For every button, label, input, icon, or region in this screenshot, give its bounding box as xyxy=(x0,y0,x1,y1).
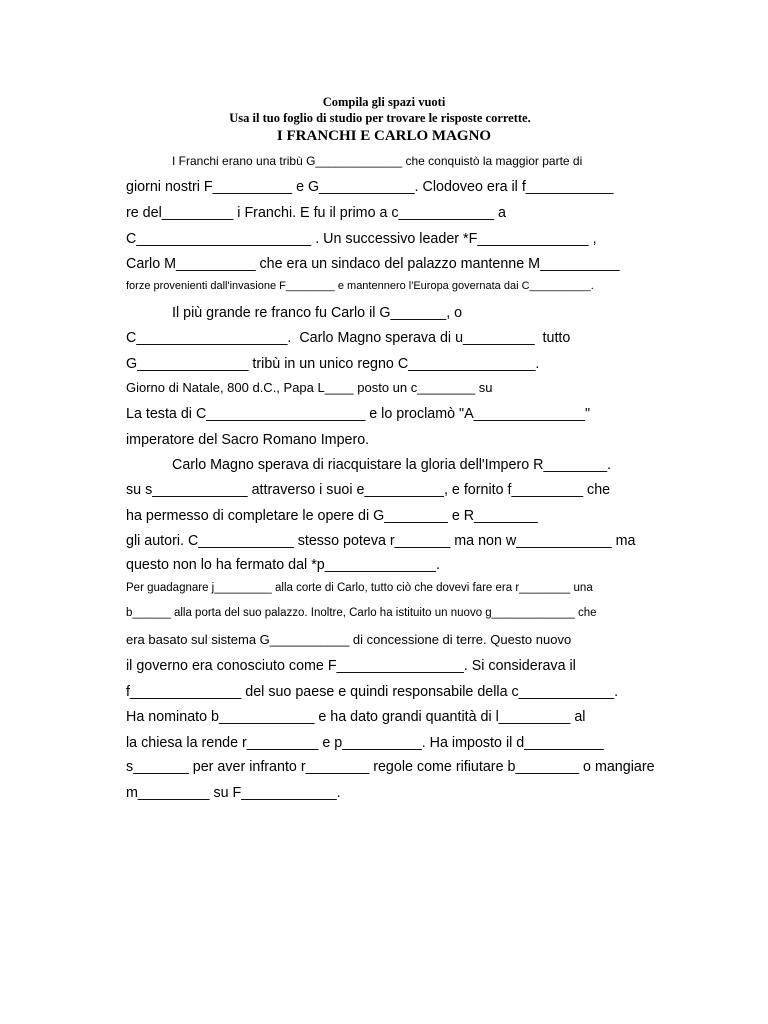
text-line: Carlo Magno sperava di riacquistare la gloria dell'Impero R________. xyxy=(172,457,612,473)
worksheet-title: I FRANCHI E CARLO MAGNO xyxy=(276,128,492,144)
text-line: Per guadagnare j_________ alla corte di Carlo, tutto ciò che dovevi fare era r________ una xyxy=(126,582,593,594)
text-line: re del_________ i Franchi. E fu il primo a c____________ a xyxy=(126,205,506,221)
text-line: era basato sul sistema G___________ di concessione di terre. Questo nuovo xyxy=(126,632,572,647)
text-line: imperatore del Sacro Romano Impero. xyxy=(126,432,370,448)
text-line: Carlo M__________ che era un sindaco del palazzo mantenne M__________ xyxy=(126,256,620,272)
text-line: ha permesso di completare le opere di G________ e R________ xyxy=(126,508,538,524)
text-line: G______________ tribù in un unico regno C________________. xyxy=(126,356,540,372)
text-line: Ha nominato b____________ e ha dato grandi quantità di l_________ al xyxy=(126,709,586,725)
text-line: La testa di C____________________ e lo proclamò "A______________" xyxy=(126,406,591,422)
text-line: il governo era conosciuto come F________________. Si considerava il xyxy=(126,658,576,674)
text-line: b______ alla porta del suo palazzo. Inoltre, Carlo ha istituito un nuovo g_____________ che xyxy=(126,607,597,619)
text-line: Giorno di Natale, 800 d.C., Papa L____ posto un c________ su xyxy=(126,380,493,395)
text-line: f______________ del suo paese e quindi responsabile della c____________. xyxy=(126,684,619,700)
text-line: s_______ per aver infranto r________ regole come rifiutare b________ o mangiare xyxy=(126,759,655,775)
text-line: forze provenienti dall'invasione F________ e mantennero l'Europa governata dai C__________. xyxy=(126,280,594,292)
text-line: questo non lo ha fermato dal *p______________. xyxy=(126,557,440,573)
text-line: giorni nostri F__________ e G____________. Clodoveo era il f___________ xyxy=(126,179,614,195)
instruction-subheading: Usa il tuo foglio di studio per trovare le risposte corrette. xyxy=(229,111,531,125)
text-line: m_________ su F____________. xyxy=(126,785,341,801)
text-line: I Franchi erano una tribù G_____________ che conquistò la maggior parte di xyxy=(172,154,583,168)
text-line: su s____________ attraverso i suoi e__________, e fornito f_________ che xyxy=(126,482,611,498)
text-line: la chiesa la rende r_________ e p__________. Ha imposto il d__________ xyxy=(126,735,604,751)
text-line: Il più grande re franco fu Carlo il G_______, o xyxy=(172,305,463,321)
text-line: gli autori. C____________ stesso poteva r_______ ma non w____________ ma xyxy=(126,533,636,549)
instruction-heading: Compila gli spazi vuoti xyxy=(322,95,446,109)
text-line: C___________________. Carlo Magno sperava di u_________ tutto xyxy=(126,330,571,346)
text-line: C______________________ . Un successivo leader *F______________ , xyxy=(126,231,597,247)
